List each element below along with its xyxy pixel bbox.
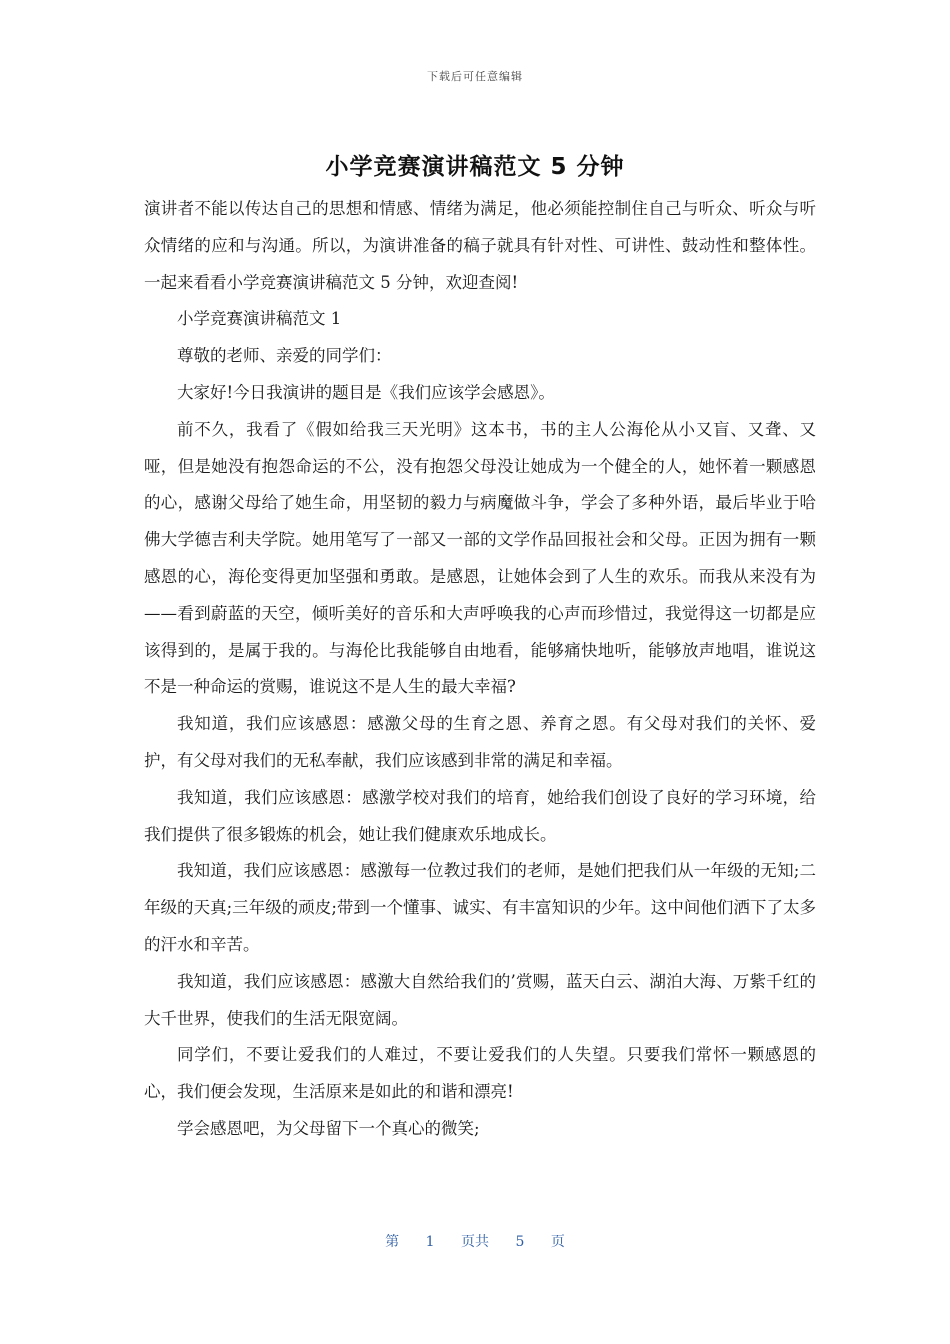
footer-page-number: 1 <box>425 1234 435 1250</box>
body-paragraph: 同学们，不要让爱我们的人难过，不要让爱我们的人失望。只要我们常怀一颗感恩的心，我们便会发现，生活原来是如此的和谐和漂亮! <box>144 1045 816 1102</box>
footer-total-pages: 5 <box>515 1234 525 1250</box>
section-heading: 小学竞赛演讲稿范文 1 <box>177 309 342 329</box>
greeting-paragraph: 大家好!今日我演讲的题目是《我们应该学会感恩》。 <box>177 382 555 402</box>
footer-middle: 页共 <box>461 1234 489 1250</box>
salutation: 尊敬的老师、亲爱的同学们： <box>177 346 392 366</box>
footer-prefix: 第 <box>385 1234 400 1250</box>
header-note: 下载后可任意编辑 <box>427 70 523 83</box>
body-paragraph: 我知道，我们应该感恩：感激学校对我们的培育，她给我们创设了良好的学习环境，给我们提供了很多锻炼的机会，她让我们健康欢乐地成长。 <box>144 787 816 844</box>
body-paragraph: 前不久，我看了《假如给我三天光明》这本书，书的主人公海伦从小又盲、又聋、又哑，但是她没有抱怨命运的不公，没有抱怨父母没让她成为一个健全的人，她怀着一颗感恩的心，感谢父母给了她生命，用坚韧的毅力与病魔做斗争，学会了多种外语，最后毕业于哈佛大学德吉利夫学院。她用笔写了一部又一部的文学作品回报社会和父母。正因为拥有一颗感恩的心，海伦变得更加坚强和勇敢。是感恩，让她体会到了人生的欢乐。而我从来没有为——看到蔚蓝的天空，倾听美好的音乐和大声呼唤我的心声而珍惜过，我觉得这一切都是应该得到的，是属于我的。与海伦比我能够自由地看，能够痛快地听，能够放声地唱，谁说这不是一种命运的赏赐，谁说这不是人生的最大幸福? <box>144 419 816 697</box>
document-body <box>144 191 816 1148</box>
body-paragraph: 学会感恩吧，为父母留下一个真心的微笑; <box>177 1118 480 1138</box>
page-footer <box>0 1231 950 1251</box>
body-paragraph: 我知道，我们应该感恩：感激大自然给我们的’赏赐，蓝天白云、湖泊大海、万紫千红的大千世界，使我们的生活无限宽阔。 <box>144 971 816 1028</box>
body-paragraph: 我知道，我们应该感恩：感激每一位教过我们的老师，是她们把我们从一年级的无知;二年级的天真;三年级的顽皮;带到一个懂事、诚实、有丰富知识的少年。这中间他们洒下了太多的汗水和辛苦。 <box>144 861 816 954</box>
footer-suffix: 页 <box>550 1234 565 1250</box>
document-title: 小学竞赛演讲稿范文 5 分钟 <box>325 154 625 180</box>
intro-paragraph: 演讲者不能以传达自己的思想和情感、情绪为满足，他必须能控制住自己与听众、听众与听众情绪的应和与沟通。所以，为演讲准备的稿子就具有针对性、可讲性、鼓动性和整体性。一起来看看小学竞赛演讲稿范文 5 分钟，欢迎查阅! <box>144 199 816 292</box>
body-paragraph: 我知道，我们应该感恩：感激父母的生育之恩、养育之恩。有父母对我们的关怀、爱护，有父母对我们的无私奉献，我们应该感到非常的满足和幸福。 <box>144 714 816 770</box>
